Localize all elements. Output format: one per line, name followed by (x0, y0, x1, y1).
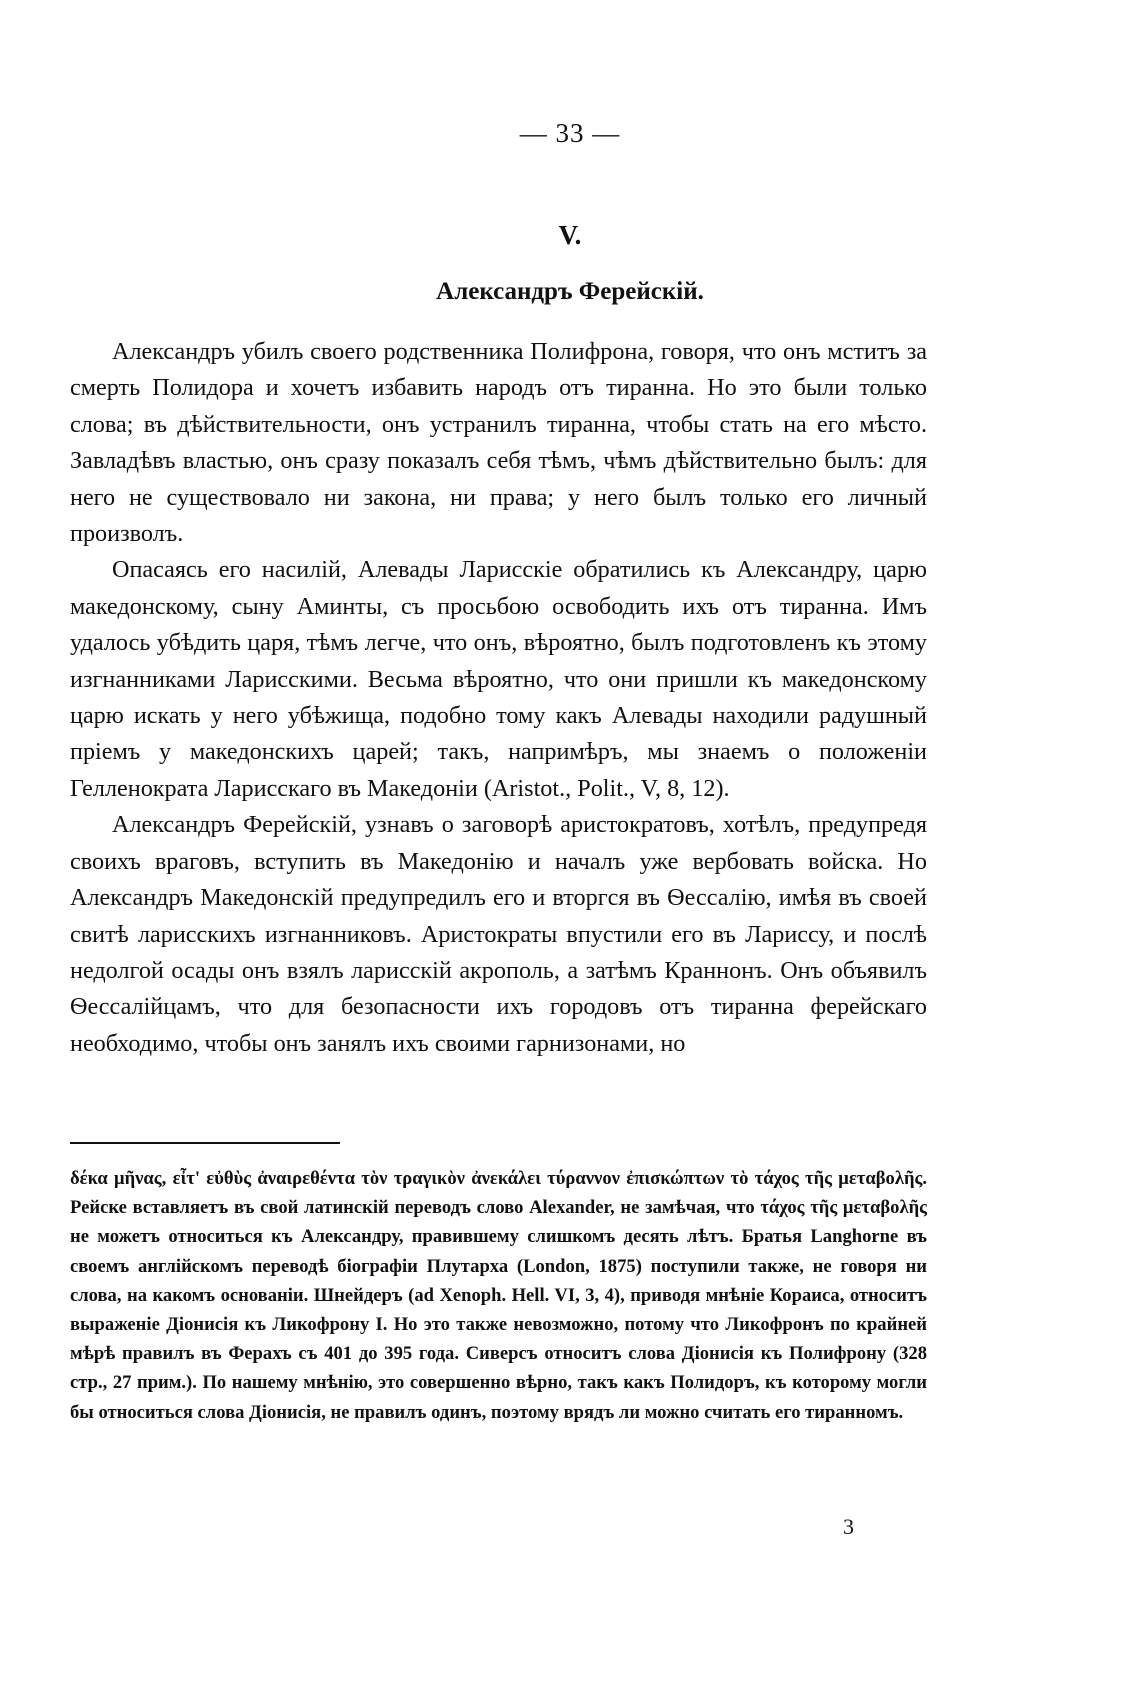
page-number: — 33 — (519, 118, 621, 148)
paragraph: Александръ убилъ своего родственника Полифрона, говоря, что онъ мститъ за смерть Полидора и хочетъ избавить народъ отъ тиранна. Но это были только слова; въ дѣйствительности, онъ устранилъ тиранна, чтобы стать на его мѣсто. Завладѣвъ властью, онъ сразу показалъ себя тѣмъ, чѣмъ дѣйствительно былъ: для него не существовало ни закона, ни права; у него былъ только его личный произволъ. (70, 338, 927, 548)
footnote-paragraph: δέκα μῆνας, εἶτ' εὐθὺς ἀναιρεθέντα τὸν τραγικὸν ἀνεκάλει τύραννον ἐπισκώπτων τὸ τάχος τῆς μεταβολῆς. Рейске вставляетъ въ свой латинскій переводъ слово Alexander, не замѣчая, что τάχος τῆς μεταβολῆς не можетъ относиться къ Александру, правившему слишкомъ десять лѣтъ. Братья Langhorne въ своемъ англійскомъ переводѣ біографіи Плутарха (London, 1875) поступили также, не говоря ни слова, на какомъ основаніи. Шнейдеръ (ad Xenoph. Hell. VI, 3, 4), приводя мнѣніе Кораиса, относитъ выраженіе Діонисія къ Ликофрону I. Но это также невозможно, потому что Ликофронъ по крайней мѣрѣ правилъ въ Ферахъ съ 401 до 395 года. Сиверсъ относитъ слова Діонисія къ Полифрону (328 стр., 27 прим.). По нашему мнѣнію, это совершенно вѣрно, такъ какъ Полидоръ, къ которому могли бы относиться слова Діонисія, не правилъ одинъ, поэтому врядъ ли можно считать его тиранномъ. (70, 1168, 927, 1423)
footnote-divider (70, 1142, 340, 1144)
chapter-title: Александръ Ферейскій. (436, 278, 704, 305)
body-text (70, 334, 927, 1062)
paragraph: Опасаясь его насилій, Алевады Ларисскіе обратились къ Александру, царю македонскому, сыну Аминты, съ просьбою освободить ихъ отъ тиранна. Имъ удалось убѣдить царя, тѣмъ легче, что онъ, вѣроятно, былъ подготовленъ къ этому изгнанниками Ларисскими. Весьма вѣроятно, что они пришли къ македонскому царю искать у него убѣжища, подобно тому какъ Алевады находили радушный пріемъ у македонскихъ царей; такъ, напримѣръ, мы знаемъ о положеніи Гелленократа Ларисскаго въ Македоніи (Aristot., Polit., V, 8, 12). (70, 556, 927, 802)
footnote (70, 1164, 927, 1427)
paragraph: Александръ Ферейскій, узнавъ о заговорѣ аристократовъ, хотѣлъ, предупредя своихъ враговъ, вступить въ Македонію и началъ уже вербовать войска. Но Александръ Македонскій предупредилъ его и вторгся въ Ѳессалію, имѣя въ своей свитѣ ларисскихъ изгнанниковъ. Аристократы впустили его въ Лариссу, и послѣ недолгой осады онъ взялъ ларисскій акрополь, а затѣмъ Краннонъ. Онъ объявилъ Ѳессалійцамъ, что для безопасности ихъ городовъ отъ тиранна ферейскаго необходимо, чтобы онъ занялъ ихъ своими гарнизонами, но (70, 811, 927, 1057)
chapter-numeral: V. (558, 220, 582, 250)
printer-signature-mark: 3 (843, 1514, 854, 1539)
